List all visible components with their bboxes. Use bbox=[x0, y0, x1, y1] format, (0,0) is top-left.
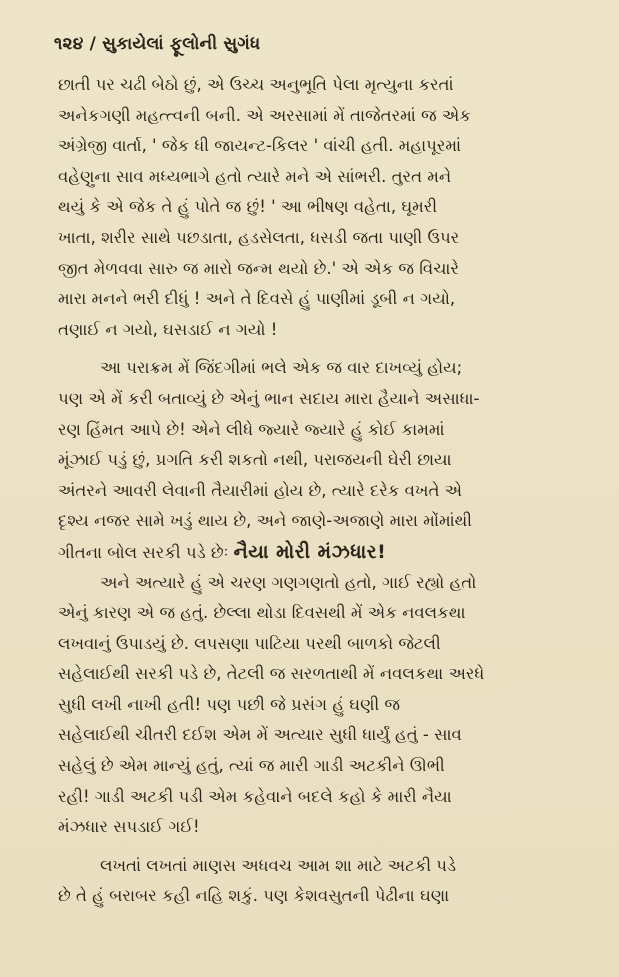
text-line: એનું કારણ એ જ હતું. છેલ્લા થોડા દિવસથી મેં એક નવલકથા bbox=[58, 603, 466, 623]
paragraph-1 bbox=[58, 70, 578, 345]
song-lyric-emphasis: નૈયા મોરી મંઝધાર! bbox=[233, 540, 387, 563]
text-line: અંગ્રેજી વાર્તા, ' જેક ધી જાયન્ટ-કિલર ' વાંચી હતી. મહાપૂરમાં bbox=[58, 136, 462, 156]
text-line: સહેલાઈથી સરકી પડે છે, તેટલી જ સરળતાથી મેં નવલકથા અરધે bbox=[58, 664, 485, 684]
text-line: પણ એ મેં કરી બતાવ્યું છે એનું ભાન સદાય મારા હૈયાને અસાધા- bbox=[58, 388, 480, 408]
text-line: અનેકગણી મહત્ત્વની બની. એ અરસામાં મેં તાજેતરમાં જ એક bbox=[58, 105, 471, 125]
page-header: ૧૨૪ / સુકાયેલાં ફૂલોની સુગંધ bbox=[54, 34, 261, 54]
text-line: છાતી પર ચઢી બેઠો છું, એ ઉચ્ચ અનુભૂતિ પેલા મૃત્યુના કરતાં bbox=[58, 75, 454, 94]
text-line-with-emphasis bbox=[58, 537, 578, 568]
text-line: મૂંઝાઈ પડું છું, પ્રગતિ કરી શકતો નથી, પરાજયની ઘેરી છાયા bbox=[58, 450, 452, 470]
text-line: આ પરાક્રમ મેં જિંદગીમાં ભલે એક જ વાર દાખવ્યું હોય; bbox=[100, 358, 463, 378]
text-line: અંતરને આવરી લેવાની તૈયારીમાં હોય છે, ત્યારે દરેક વખતે એ bbox=[58, 480, 463, 500]
text-line: સહેલાઈથી ચીતરી દઈશ એમ મેં અત્યાર સુધી ધાર્યું હતું - સાવ bbox=[58, 725, 462, 745]
page-body bbox=[58, 70, 578, 912]
text-line: સુધી લખી નાખી હતી! પણ પછી જે પ્રસંગ હું ઘણી જ bbox=[58, 694, 401, 714]
text-line: અને અત્યારે હું એ ચરણ ગણગણતો હતો, ગાઈ રહ્યો હતો bbox=[100, 572, 477, 592]
text-line: જીત મેળવવા સારુ જ મારો જન્મ થયો છે.' એ એક જ વિચારે bbox=[58, 258, 459, 278]
line-prefix: ગીતના બોલ સરકી પડે છેઃ bbox=[58, 542, 234, 562]
text-line: મારા મનને ભરી દીધું ! અને તે દિવસે હું પાણીમાં ડૂબી ન ગયો, bbox=[58, 289, 456, 309]
paragraph-3 bbox=[58, 568, 578, 843]
paragraph-4 bbox=[58, 851, 578, 912]
text-line: ખાતા, શરીર સાથે પછડાતા, હડસેલતા, ધસડી જતા પાણી ઉપર bbox=[58, 227, 460, 247]
text-line: લખવાનું ઉપાડયું છે. લપસણા પાટિયા પરથી બાળકો જેટલી bbox=[58, 633, 441, 653]
text-line: વહેણુના સાવ મધ્યભાગે હતો ત્યારે મને એ સાંભરી. તુરત મને bbox=[58, 166, 452, 186]
text-line: મંઝધાર સપડાઈ ગઈ! bbox=[58, 817, 200, 837]
paragraph-gap bbox=[58, 843, 578, 851]
text-line: થયું કે એ જેક તે હું પોતે જ છું! ' આ ભીષણ વહેતા, ઘૂમરી bbox=[58, 197, 438, 217]
text-line: તણાઈ ન ગયો, ઘસડાઈ ન ગયો ! bbox=[58, 319, 278, 339]
text-line: સહેલું છે એમ માન્યું હતું, ત્યાં જ મારી ગાડી અટકીને ઊભી bbox=[58, 756, 445, 776]
text-line: લખતાં લખતાં માણસ અધવચ આમ શા માટે અટકી પડે bbox=[100, 855, 457, 875]
text-line: રણ હિંમત આપે છે! એને લીધે જ્યારે જ્યારે હું કોઈ કામમાં bbox=[58, 419, 445, 439]
paragraph-gap bbox=[58, 345, 578, 353]
paragraph-2 bbox=[58, 353, 578, 567]
text-line: છે તે હું બરાબર કહી નહિ શકું. પણ કેશવસુતની પેઢીના ઘણા bbox=[58, 886, 450, 906]
text-line: રહી! ગાડી અટકી પડી એમ કહેવાને બદલે કહો કે મારી નૈયા bbox=[58, 786, 452, 806]
text-line: દૃશ્ય નજર સામે ખડું થાય છે, અને જાણે-અજાણે મારા મોંમાંથી bbox=[58, 511, 473, 531]
